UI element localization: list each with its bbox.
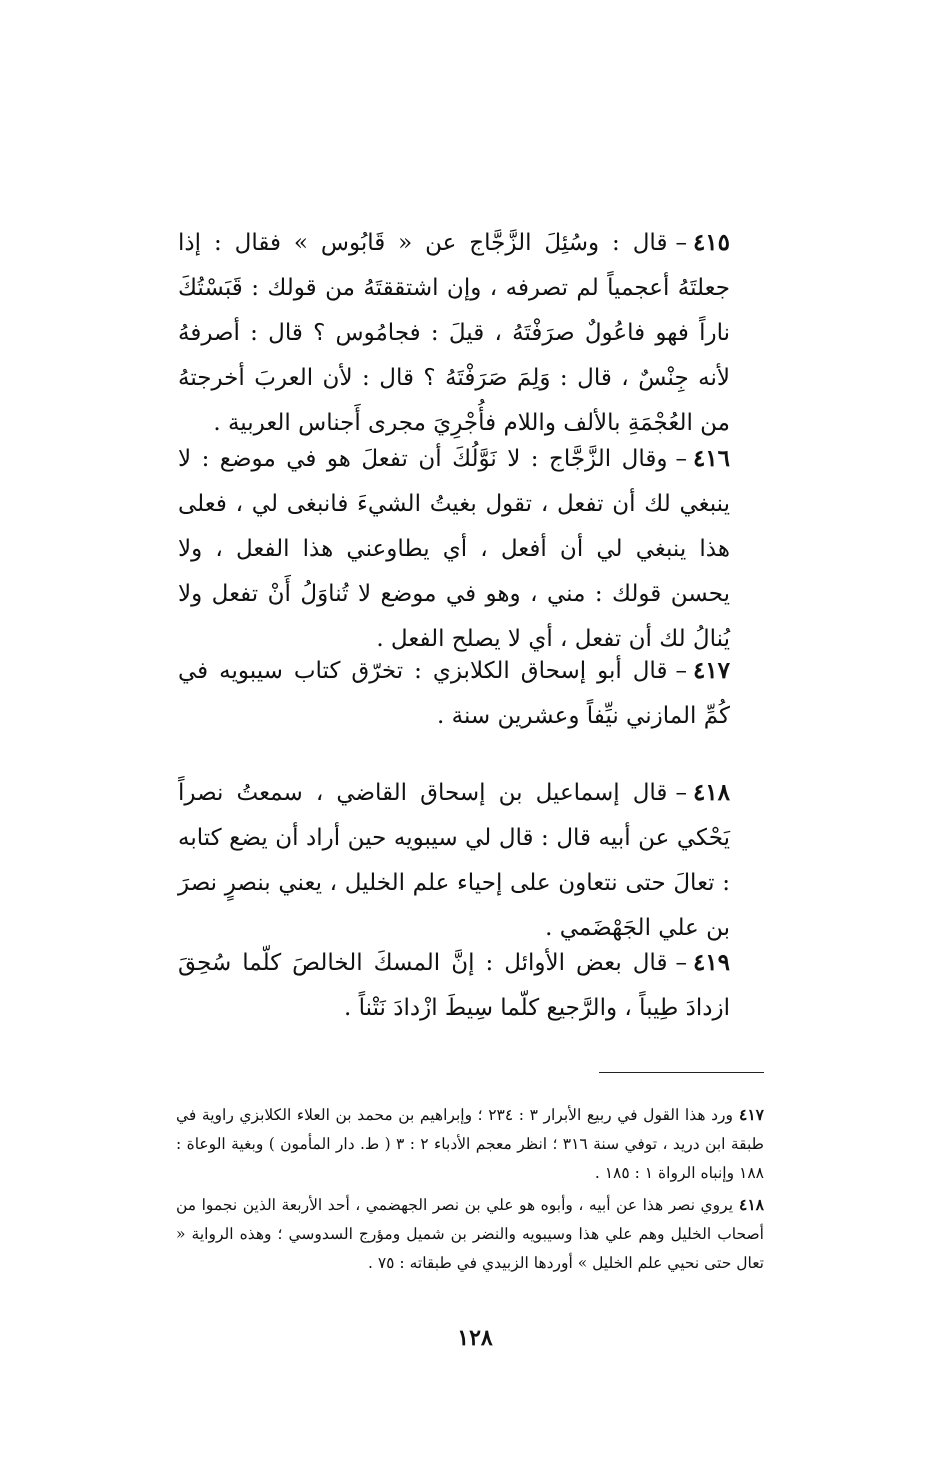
entry-417 bbox=[178, 648, 730, 739]
entry-number: ٤١٧ bbox=[692, 657, 730, 684]
footnote-number: ٤١٨ bbox=[739, 1195, 764, 1214]
footnotes bbox=[176, 1100, 764, 1280]
footnote-418 bbox=[176, 1190, 764, 1278]
entry-415 bbox=[178, 220, 730, 446]
entry-number: ٤١٩ bbox=[692, 949, 730, 976]
entry-418 bbox=[178, 770, 730, 951]
entry-text: قال إسماعيل بن إسحاق القاضي ، سمعتُ نصراً يَحْكي عن أبيه قال : قال لي سيبويه حين أراد أن يضع كتابه : تعالَ حتى نتعاون على إحياء علم الخليل ، يعني بنصرٍ نصرَ بن علي الجَهْضَمي . bbox=[178, 780, 730, 941]
entry-text: قال بعض الأوائل : إنَّ المسكَ الخالصَ كلّما سُحِقَ ازدادَ طِيباً ، والرَّجيع كلّما سِيطَ ازْدادَ نَتْناً . bbox=[178, 950, 730, 1021]
entry-416 bbox=[178, 436, 730, 662]
entry-419 bbox=[178, 940, 730, 1031]
entry-dash: – bbox=[675, 950, 687, 976]
entry-number: ٤١٦ bbox=[692, 445, 730, 472]
footnote-text: يروي نصر هذا عن أبيه ، وأبوه هو علي بن نصر الجهضمي ، أحد الأربعة الذين نجموا من أصحاب الخليل وهم علي هذا وسيبويه والنضر بن شميل ومؤرج السدوسي ؛ وهذه الرواية « تعال حتى نحيي علم الخليل » أوردها الزبيدي في طبقاته : ٧٥ . bbox=[176, 1196, 764, 1272]
entry-number: ٤١٥ bbox=[692, 229, 730, 256]
footnote-divider bbox=[599, 1072, 764, 1073]
footnote-text: ورد هذا القول في ربيع الأبرار ٣ : ٢٣٤ ؛ وإبراهيم بن محمد بن العلاء الكلابزي راوية في طبقة ابن دريد ، توفي سنة ٣١٦ ؛ انظر معجم الأدباء ٢ : ٣ ( ط. دار المأمون ) وبغية الوعاة : ١٨٨ وإنباه الرواة ١ : ١٨٥ . bbox=[176, 1106, 764, 1182]
entry-dash: – bbox=[675, 658, 687, 684]
footnote-number: ٤١٧ bbox=[739, 1105, 764, 1124]
page-number: ١٢٨ bbox=[457, 1325, 493, 1351]
entry-dash: – bbox=[675, 230, 687, 256]
entry-number: ٤١٨ bbox=[692, 779, 730, 806]
entry-text: وقال الزَّجَّاج : لا نَوَّلُكَ أن تفعلَ هو في موضع : لا ينبغي لك أن تفعل ، تقول بغيتُ الشيءَ فانبغى لي ، فعلى هذا ينبغي لي أن أفعل ، أي يطاوعني هذا الفعل ، ولا يحسن قولك : مني ، وهو في موضع لا تُناوَلُ أَنْ تفعل ولا يُنالُ لك أن تفعل ، أي لا يصلح الفعل . bbox=[178, 446, 730, 652]
entry-dash: – bbox=[675, 446, 687, 472]
entry-dash: – bbox=[675, 780, 687, 806]
footnote-417 bbox=[176, 1100, 764, 1188]
entry-text: قال : وسُئِلَ الزَّجَّاج عن « قَابُوس » فقال : إذا جعلتَهُ أعجمياً لم تصرفه ، وإن اشتققتَهُ من قولك : قَبَسْتُكَ ناراً فهو فاعُولٌ صرَفْتَهُ ، قيلَ : فجامُوس ؟ قال : أصرفهُ لأنه جِنْسٌ ، قال : وَلِمَ صَرَفْتَهُ ؟ قال : لأن العربَ أخرجتهُ من العُجْمَةِ بالألف واللام فأُجْرِيَ مجرى أَجناس العربية . bbox=[178, 230, 730, 436]
entry-text: قال أبو إسحاق الكلابزي : تخرّق كتاب سيبويه في كُمِّ المازني نيِّفاً وعشرين سنة . bbox=[178, 658, 730, 729]
